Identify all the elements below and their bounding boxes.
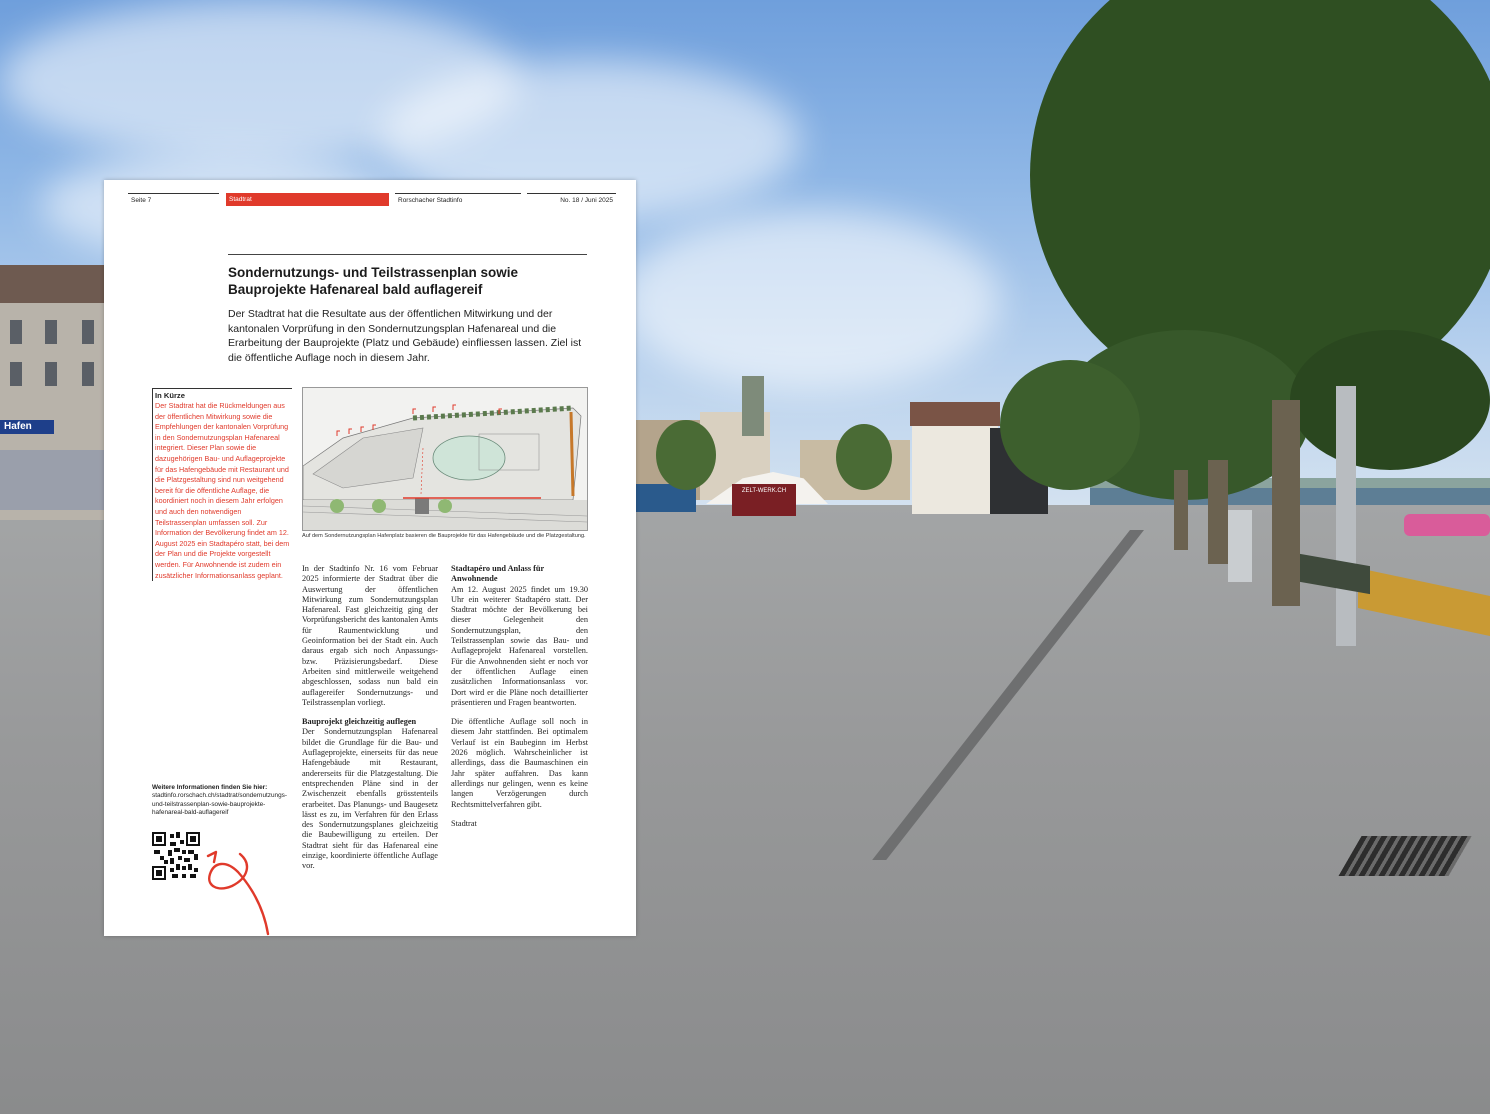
white-building [912,420,998,514]
tent-kiosk: ZELT-WERK.CH [732,484,796,516]
paragraph: Am 12. August 2025 findet um 19.30 Uhr ein weiterer Stadtapéro statt. Der Stadtrat möchte der Bevölkerung bei dieser Gelegenheit den Sondernutzungsplan, den Teilstrassenplan sowie das Bau- und Auflageprojekt Hafenareal vorstellen. Für die Anwohnenden sieht er noch vor der öffentlichen Auflage einen zusätzlichen Informationsanlass vor. Dort wird er die Pläne noch detaillierter präsentieren und Fragen beantworten. [451,584,588,707]
header-publication: Rorschacher Stadtinfo [395,193,521,207]
window [10,320,22,344]
tree-trunk [1174,470,1188,550]
white-building-roof [910,402,1000,426]
summary-title: In Kürze [155,391,185,400]
article-title: Sondernutzungs- und Teilstrassenplan sowie Bauprojekte Hafenareal bald auflagereif [228,265,519,297]
header-issue: No. 18 / Juni 2025 [527,193,616,207]
more-info [152,784,292,818]
lamp-pole [1336,386,1356,646]
more-info-label: Weitere Informationen finden Sie hier: [152,784,268,791]
tree-canopy [1290,330,1490,470]
left-building-ground-floor [0,450,104,510]
paragraph: In der Stadtinfo Nr. 16 vom Februar 2025 informierte der Stadtrat über die Auswertung der öffentlichen Mitwirkung zum Sondernutzungsplan Hafenareal. Fast gleichzeitig ging der Vorprüfungsbericht des kantonalen Amts für Raumentwicklung und Geoinformation bei der Stadt ein. Auch daraus ergab sich noch Anpassungs- bzw. Präzisierungsbedarf. Diese Arbeiten sind mittlerweile weitgehend abgeschlossen, sodass nun bald ein auflagereifer Sondernutzungs- und Teilstrassenplan vorliegt. [302,564,438,707]
title-rule [228,254,587,255]
flower-bed [1404,514,1490,536]
tree-trunk [1272,400,1300,606]
window [82,320,94,344]
figure-caption: Auf dem Sondernutzungsplan Hafenplatz basieren die Bauprojekte für das Hafengebäude und die Platzgestaltung. [302,533,586,539]
tree-trunk [1208,460,1228,564]
article-column-2 [451,564,588,838]
window [45,362,57,386]
tree-canopy [1000,360,1140,490]
drain-grate [1338,836,1471,876]
left-building-roof [0,265,104,303]
subheading: Stadtapéro und Anlass für Anwohnende [451,564,545,584]
red-arrow-icon [204,850,274,936]
cloud [620,210,1000,390]
window [82,362,94,386]
header-section: Stadtrat [226,193,389,206]
site-plan-figure [302,387,588,531]
site-plan-drawing [303,388,587,530]
article-column-1 [302,564,438,881]
hafen-sign: Hafen [0,420,54,434]
tree-canopy [656,420,716,490]
more-info-link[interactable]: stadtinfo.rorschach.ch/stadtrat/sondernutzungs-und-teilstrassenplan-sowie-bauprojekte-hafenareal-bald-auflagereif [152,792,287,817]
subheading: Bauprojekt gleichzeitig auflegen [302,717,417,727]
window [10,362,22,386]
paragraph: Der Sondernutzungsplan Hafenareal bildet die Grundlage für die Bau- und Auflageprojekte, einerseits für das neue Hafengebäude mit Restaurant, andererseits für die Platzgestaltung. Die entsprechenden Pläne sind in der Zwischenzeit ebenfalls grösstenteils erarbeitet. Das Planungs- und Baugesetz lässt es zu, im Verfahren für den Erlass des Sondernutzungsplanes gleichzeitig die Baubewilligung zu erteilen. Der Stadtrat sieht für das Hafenareal eine einzige, koordinierte öffentliche Auflage vor. [302,727,438,871]
qr-code[interactable] [152,832,200,880]
trash-bin [1228,510,1252,582]
article-lead: Der Stadtrat hat die Resultate aus der öffentlichen Mitwirkung und der kantonalen Vorprüfung in den Sondernutzungsplan Hafenareal und die Erarbeitung der Bauprojekte (Platz und Gebäude) einfliessen lassen. Ziel ist die öffentliche Auflage noch in diesem Jahr. [228,308,582,364]
newsletter-page [104,180,636,936]
paragraph: Die öffentliche Auflage soll noch in diesem Jahr stattfinden. Bei optimalem Verlauf ist ein Baubeginn im Herbst 2026 möglich. Wahrscheinlicher ist allerdings, dass die Baumaschinen ein Jahr später auffahren. Das kann allerdings nur gelingen, wenn es keine langen Verzögerungen durch Rechtsmittelverfahren gibt. [451,717,588,809]
window [45,320,57,344]
tree-canopy [836,424,892,490]
summary-box [152,388,292,581]
summary-text: Der Stadtrat hat die Rückmeldungen aus der öffentlichen Mitwirkung sowie die Empfehlungen der kantonalen Vorprüfung in den Sondernutzungsplan Hafenareal integriert. Dieser Plan sowie die dazugehörigen Bau- und Auflageprojekte für das Hafengebäude mit Restaurant und die Platzgestaltung sind nun weitgehend bereit für die öffentliche Auflage, die koordiniert noch in diesem Jahr erfolgen und auch den notwendigen Teilstrassenplan umfassen soll. Zur Information der Bevölkerung findet am 12. August 2025 ein Stadtapéro statt, bei dem der Plan und die Projekte vorgestellt werden. Für Anwohnende ist zudem ein zusätzlicher Informationsanlass geplant. [155,401,290,580]
header-page-number: Seite 7 [128,193,219,207]
signature: Stadtrat [451,818,477,828]
church-tower [742,376,764,436]
